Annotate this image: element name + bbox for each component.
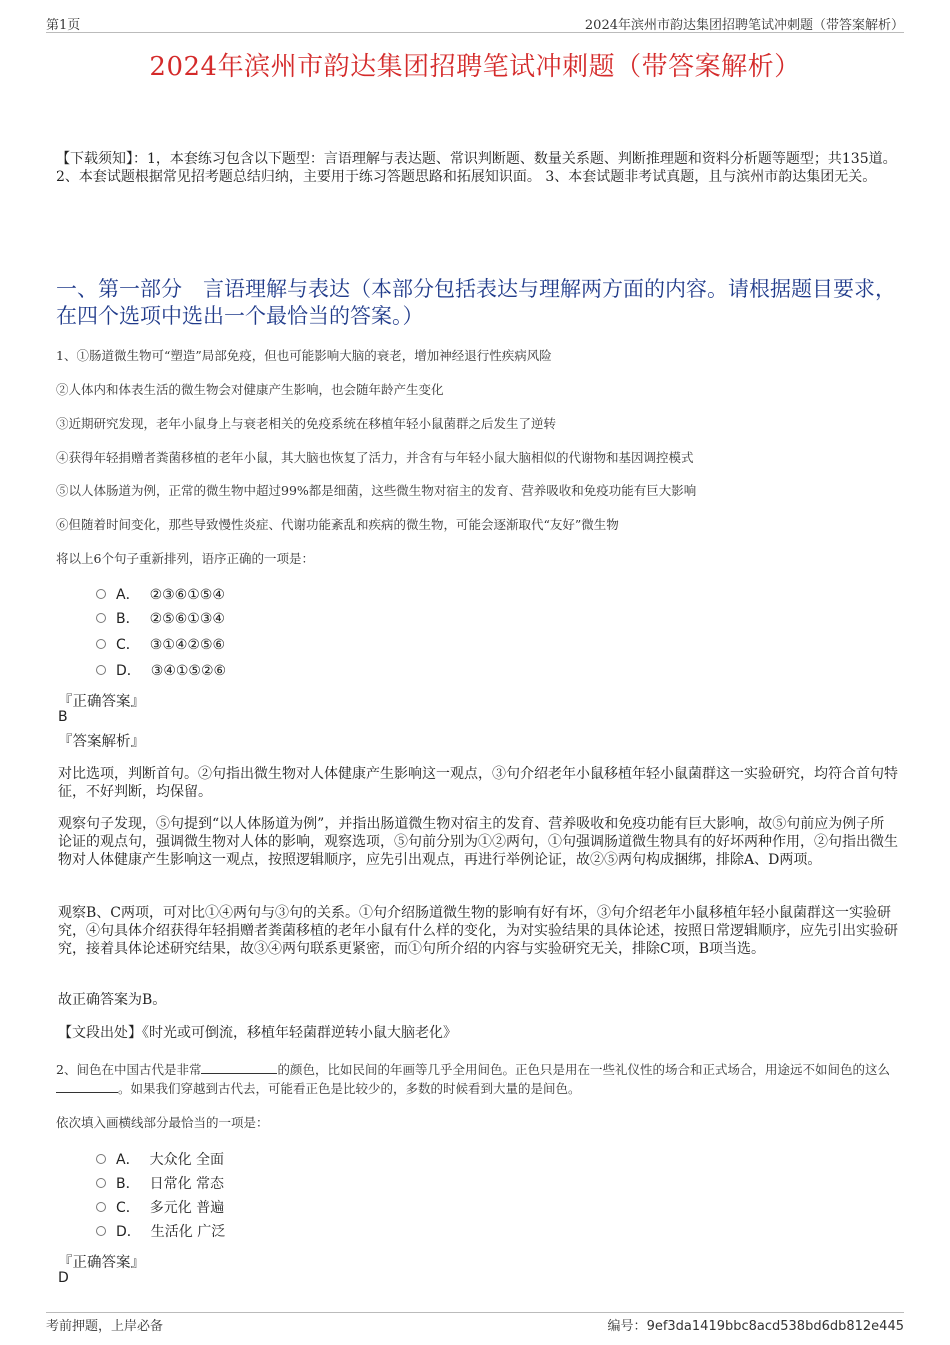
q2-blank-2 — [56, 1080, 118, 1093]
q2-blank-1 — [201, 1061, 277, 1074]
q1-prompt: 将以上6个句子重新排列，语序正确的一项是： — [56, 551, 314, 566]
radio-icon[interactable] — [96, 1178, 106, 1188]
document-title: 2024年滨州市韵达集团招聘笔试冲刺题（带答案解析） — [149, 52, 801, 82]
radio-icon[interactable] — [96, 639, 106, 649]
q2-stem: 2、间色在中国古代是非常 的颜色，比如民间的年画等几乎全用间色。正色只是用在一些礼仪性的场合和正式场合，用途远不如间色的这么。如果我们穿越到古代去，可能看正色是比较少的，多数的时候看到大量的是间色。 — [56, 1062, 890, 1096]
radio-icon[interactable] — [96, 1154, 106, 1164]
header-doc-title: 2024年滨州市韵达集团招聘笔试冲刺题（带答案解析） — [584, 18, 904, 33]
q1-option-b[interactable]: B． ②⑤⑥①③④ — [96, 609, 225, 629]
q1-analysis-para-4: 故正确答案为B。 — [58, 992, 167, 1008]
q2-option-a[interactable]: A． 大众化 全面 — [96, 1150, 224, 1170]
q1-option-a[interactable]: A． ②③⑥①⑤④ — [96, 585, 225, 605]
page-header — [46, 14, 904, 33]
q1-source: 【文段出处】《时光或可倒流，移植年轻菌群逆转小鼠大脑老化》 — [58, 1025, 457, 1041]
q1-analysis-para-1: 对比选项，判断首句。②句指出微生物对人体健康产生影响这一观点，③句介绍老年小鼠移植年轻小鼠菌群这一实验研究，均符合首句特征，不好判断，均保留。 — [58, 766, 898, 800]
q1-sentence-4: ④获得年轻捐赠者粪菌移植的老年小鼠，其大脑也恢复了活力，并含有与年轻小鼠大脑相似的代谢物和基因调控模式 — [56, 450, 694, 465]
radio-icon[interactable] — [96, 1226, 106, 1236]
q2-option-d[interactable]: D． 生活化 广泛 — [96, 1222, 225, 1242]
q2-answer-heading: 『正确答案』 — [58, 1255, 145, 1271]
q1-sentence-2: ②人体内和体表生活的微生物会对健康产生影响，也会随年龄产生变化 — [56, 382, 444, 397]
footer-code: 编号：9ef3da1419bbc8acd538bd6db812e445 — [607, 1319, 904, 1334]
q2-prompt: 依次填入画横线部分最恰当的一项是： — [56, 1115, 269, 1130]
radio-icon[interactable] — [96, 665, 106, 675]
q1-answer-heading: 『正确答案』 — [58, 694, 145, 710]
q1-analysis-heading: 『答案解析』 — [58, 734, 145, 750]
q1-analysis-para-3: 观察B、C两项，可对比①④两句与③句的关系。①句介绍肠道微生物的影响有好有坏，③句介绍老年小鼠移植年轻小鼠菌群这一实验研究，④句具体介绍获得年轻捐赠者粪菌移植的老年小鼠有什么样的变化，为对实验结果的具体论述，按照日常逻辑顺序，应先引出实验研究，接着具体论述研究结果，故③④两句联系更紧密，而①句所介绍的内容与实验研究无关，排除C项，B项当选。 — [58, 905, 898, 957]
section-heading: 一、第一部分 言语理解与表达（本部分包括表达与理解两方面的内容。请根据题目要求，在四个选项中选出一个最恰当的答案。） — [56, 277, 896, 328]
q1-analysis-para-2: 观察句子发现，⑤句提到“以人体肠道为例”，并指出肠道微生物对宿主的发育、营养吸收和免疫功能有巨大影响，故⑤句前应为例子所论证的观点句，强调微生物对人体的影响，观察选项，⑤句前分别为①②两句，①句强调肠道微生物具有的好坏两种作用，②句指出微生物对人体健康产生影响这一观点，按照逻辑顺序，应先引出观点，再进行举例论证，故②⑤两句构成捆绑，排除A、D两项。 — [58, 816, 898, 868]
q1-option-c[interactable]: C． ③①④②⑤⑥ — [96, 635, 225, 655]
radio-icon[interactable] — [96, 589, 106, 599]
q1-sentence-6: ⑥但随着时间变化，那些导致慢性炎症、代谢功能紊乱和疾病的微生物，可能会逐渐取代“友好”微生物 — [56, 517, 619, 532]
q1-sentence-3: ③近期研究发现，老年小鼠身上与衰老相关的免疫系统在移植年轻小鼠菌群之后发生了逆转 — [56, 416, 557, 431]
download-notice: 【下载须知】：1，本套练习包含以下题型：言语理解与表达题、常识判断题、数量关系题、判断推理题和资料分析题等题型；共135道。 2、本套试题根据常见招考题总结归纳，主要用于练习答题思路和拓展知识面。 3、本套试题非考试真题，且与滨州市韵达集团无关。 — [56, 151, 897, 185]
q2-option-b[interactable]: B． 日常化 常态 — [96, 1174, 224, 1194]
radio-icon[interactable] — [96, 1202, 106, 1212]
q1-answer: B — [58, 709, 68, 725]
page-number: 第1页 — [46, 18, 81, 33]
q2-option-c[interactable]: C． 多元化 普遍 — [96, 1198, 224, 1218]
footer-slogan: 考前押题，上岸必备 — [46, 1319, 164, 1334]
radio-icon[interactable] — [96, 613, 106, 623]
q1-option-d[interactable]: D． ③④①⑤②⑥ — [96, 661, 226, 681]
q1-sentence-1: 1、①肠道微生物可“塑造”局部免疫，但也可能影响大脑的衰老，增加神经退行性疾病风险 — [56, 348, 552, 363]
page-footer — [46, 1312, 904, 1335]
q1-sentence-5: ⑤以人体肠道为例，正常的微生物中超过99%都是细菌，这些微生物对宿主的发育、营养吸收和免疫功能有巨大影响 — [56, 483, 697, 498]
q2-answer: D — [58, 1270, 69, 1286]
